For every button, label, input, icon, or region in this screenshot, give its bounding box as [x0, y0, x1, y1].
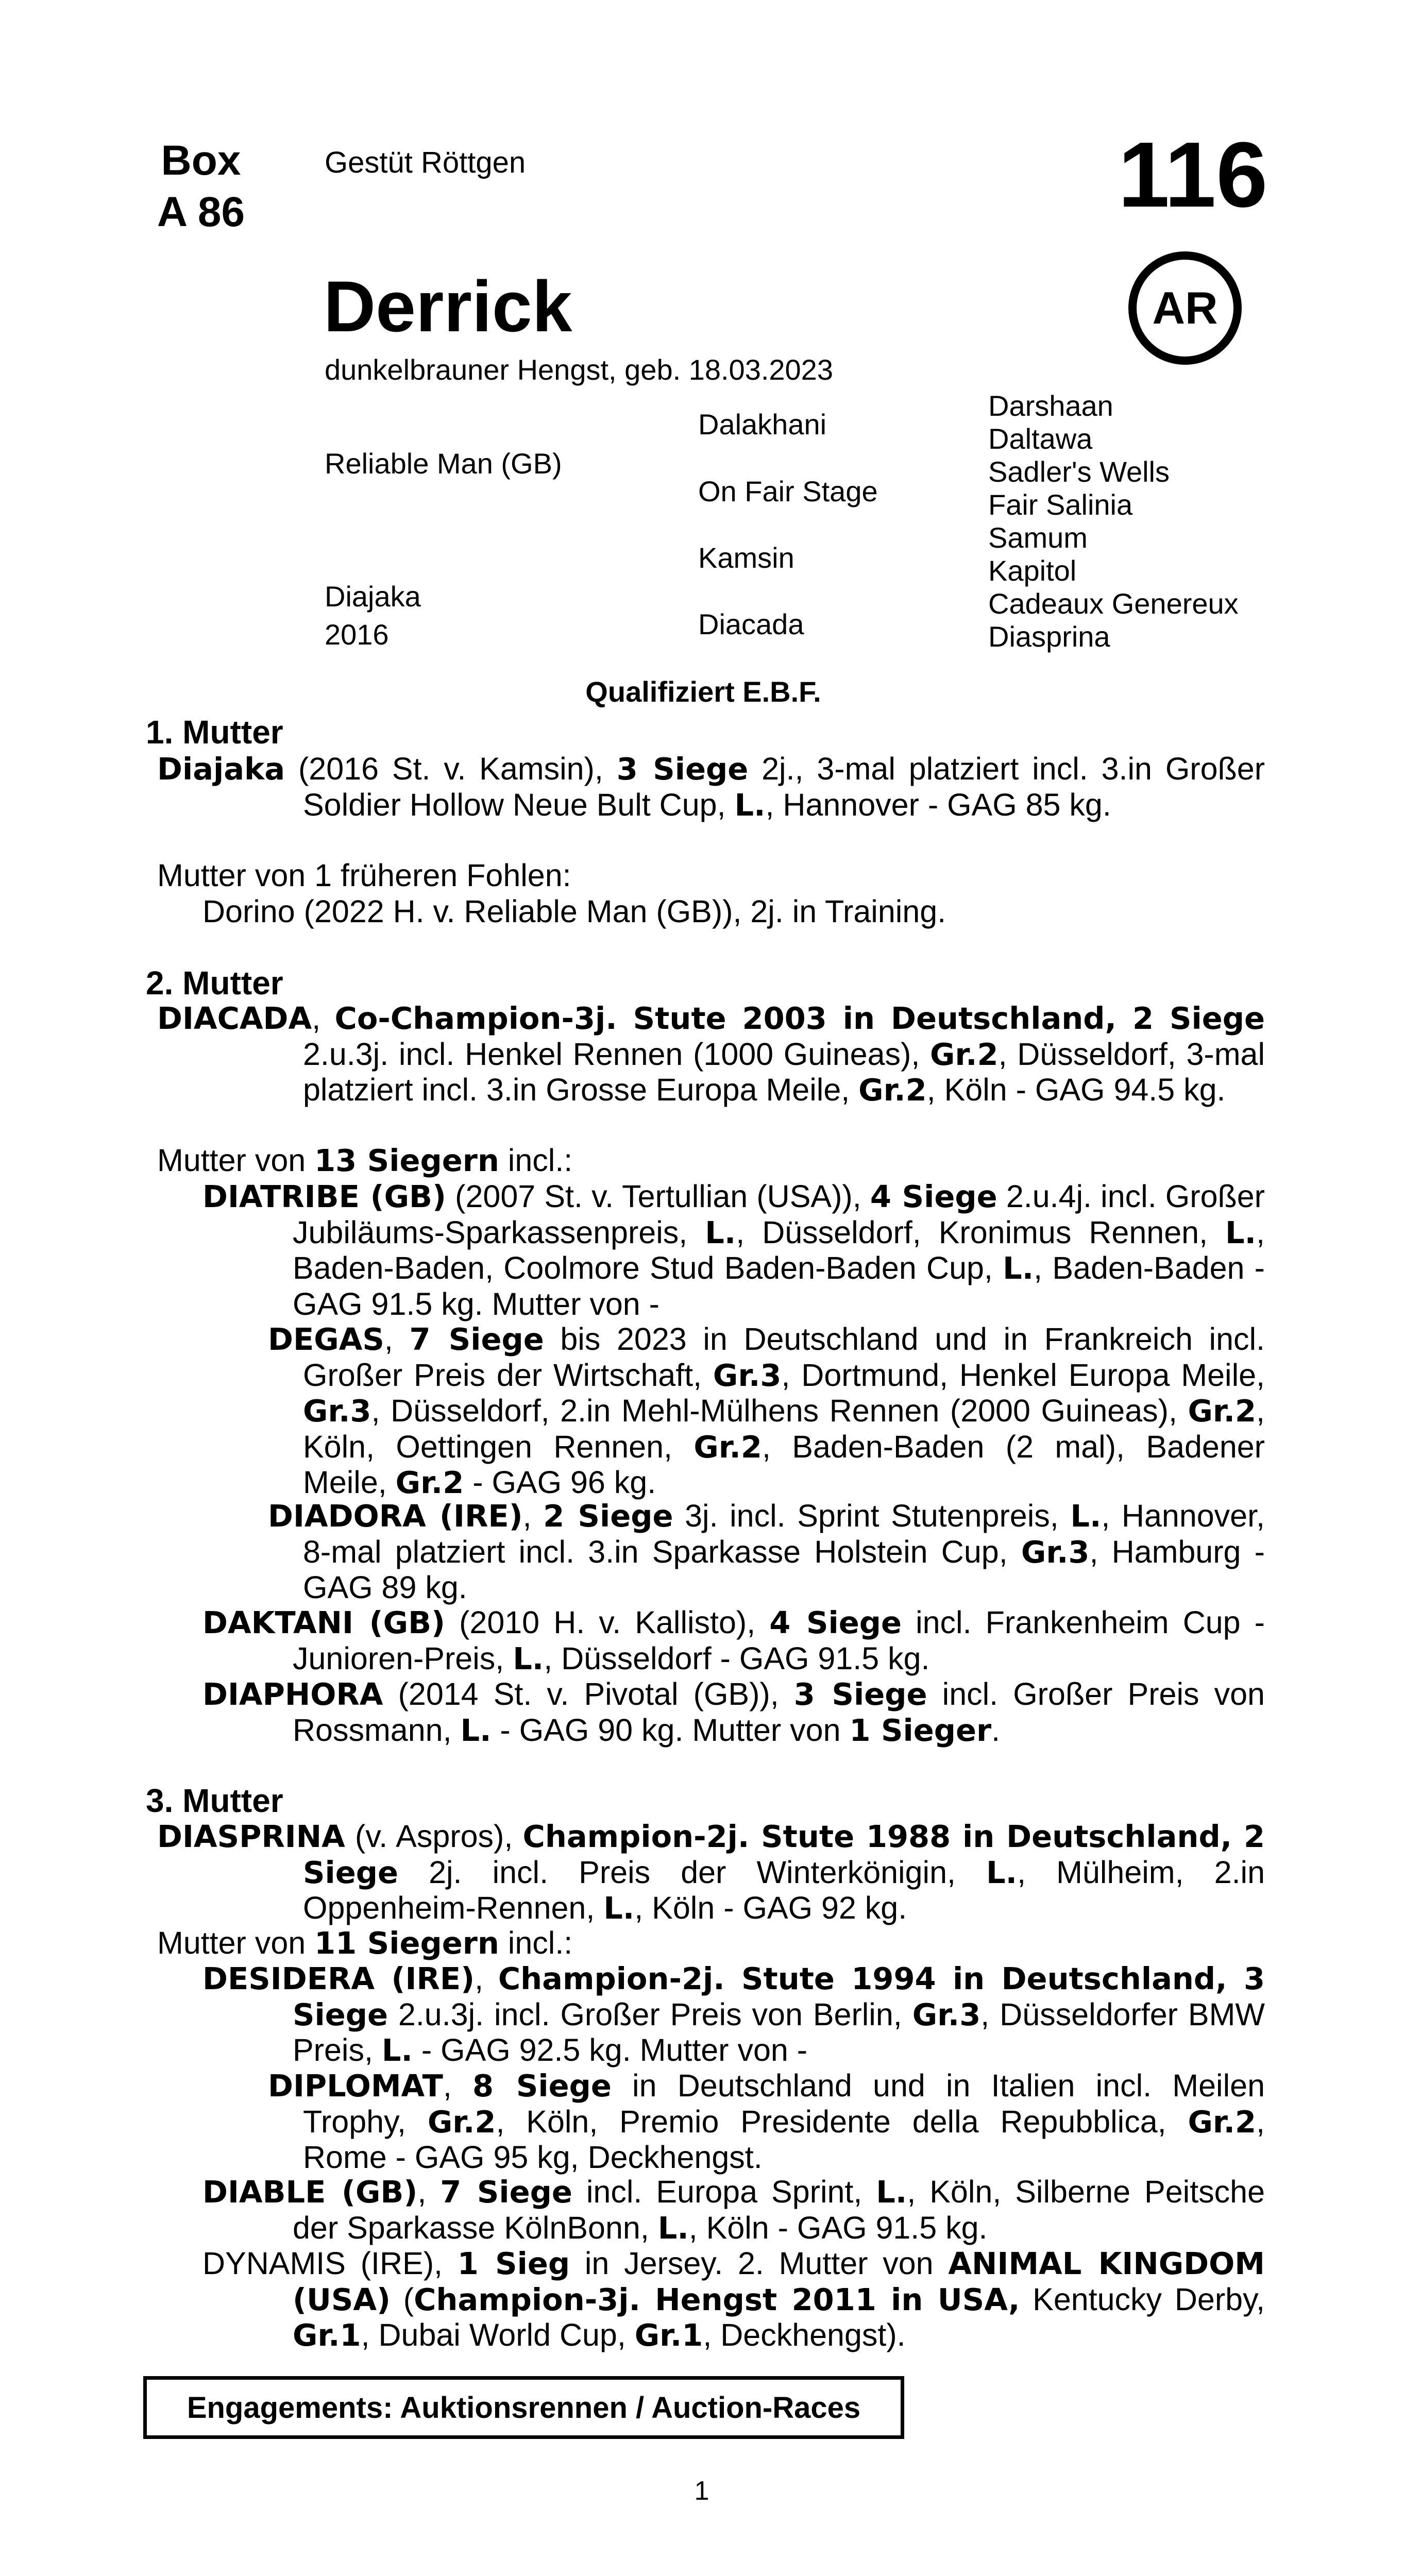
text: , Düsseldorf, 3-mal platziert incl. 3.in Grosse Europa Meile, — [303, 1036, 1265, 1107]
text: incl. Frankenheim Cup - Junioren-Preis, — [293, 1605, 1265, 1676]
wins: 3 Siege — [616, 751, 749, 787]
pedigree-dam: Diajaka — [325, 580, 421, 613]
horse-name: DYNAMIS (IRE), — [202, 2246, 458, 2281]
text: , Köln, Silberne Peitsche der Sparkasse KölnBonn, — [293, 2174, 1265, 2245]
grade: Gr.2 — [930, 1036, 999, 1072]
mutter1-foal: Dorino (2022 H. v. Reliable Man (GB)), 2j. in Training. — [202, 894, 946, 929]
grade: L. — [734, 787, 766, 823]
horse-name: DAKTANI (GB) — [202, 1605, 446, 1640]
grade: L. — [986, 1854, 1018, 1890]
grade: L. — [876, 2174, 907, 2210]
qualification: Qualifiziert E.B.F. — [585, 675, 821, 708]
section-heading-mutter1: 1. Mutter — [146, 714, 283, 751]
grade: Gr.3 — [912, 1996, 981, 2032]
wins: 1 Sieg — [457, 2246, 570, 2281]
grade: L. — [603, 1890, 635, 1926]
grade: L. — [513, 1640, 544, 1676]
text: , Dortmund, Henkel Europa Meile, — [781, 1357, 1265, 1393]
lot-number: 116 — [1118, 123, 1268, 227]
box-label — [139, 135, 263, 238]
wins: 7 Siege — [409, 1321, 544, 1357]
text: (2010 H. v. Kallisto), — [445, 1605, 770, 1640]
pedigree-gen2-item: Dalakhani — [698, 408, 827, 440]
grade: Gr.1 — [634, 2317, 703, 2353]
diplomat-entry — [268, 2068, 1265, 2176]
text: 2.u.4j. incl. Großer Jubiläums-Sparkassenpreis, — [293, 1179, 1265, 1250]
text: incl.: — [499, 1143, 573, 1178]
box-line2: A 86 — [157, 189, 245, 235]
title: Champion-2j. Stute 1988 in Deutschland, 2 Siege — [303, 1819, 1265, 1890]
grade: Gr.2 — [1188, 2104, 1257, 2140]
horse-name: DIATRIBE (GB) — [202, 1179, 446, 1214]
horse-name: DIPLOMAT — [268, 2068, 443, 2104]
text: , — [417, 2174, 441, 2209]
diatribe-entry — [202, 1179, 1265, 1322]
grade: Gr.3 — [303, 1393, 371, 1429]
degas-record — [268, 1321, 1265, 1501]
pedigree-gen2-item: Kamsin — [698, 541, 794, 574]
horse-name: Derrick — [324, 266, 572, 347]
grade: L. — [1070, 1498, 1102, 1534]
text: , Köln - GAG 91.5 kg. — [688, 2210, 988, 2245]
text: , — [443, 2068, 473, 2103]
mutter3-record — [157, 1819, 1265, 1926]
text: , Mülheim, 2.in Oppenheim-Rennen, — [303, 1854, 1265, 1925]
daktani-record — [202, 1605, 1265, 1676]
title: Champion-3j. Hengst 2011 in USA, — [414, 2281, 1020, 2317]
grade: L. — [1003, 1250, 1034, 1286]
text: (2007 St. v. Tertullian (USA)), — [446, 1179, 870, 1214]
wins: 3 Siege — [793, 1676, 927, 1712]
text: (2014 St. v. Pivotal (GB)), — [383, 1676, 794, 1711]
text: , Dubai World Cup, — [361, 2317, 635, 2352]
mutter2-entry — [157, 1001, 1265, 1108]
desidera-entry — [202, 1961, 1265, 2069]
text: 2j., 3-mal platziert incl. 3.in Großer Soldier Hollow Neue Bult Cup, — [303, 751, 1265, 822]
wins: 4 Siege — [870, 1179, 997, 1214]
count: 1 Sieger — [849, 1712, 992, 1748]
dynamis-entry — [202, 2246, 1265, 2353]
text: . — [991, 1712, 1001, 1748]
wins: 2 Siege — [543, 1498, 673, 1534]
mutter3-mother-of — [157, 1925, 572, 1961]
pedigree-gen3-item: Sadler's Wells — [988, 455, 1170, 488]
pedigree-gen3-list — [988, 389, 1239, 653]
text: bis 2023 in Deutschland und in Frankreich incl. Großer Preis der Wirtschaft, — [303, 1321, 1265, 1393]
horse-name: DIADORA (IRE) — [268, 1498, 523, 1534]
horse-name: DIAPHORA — [202, 1676, 383, 1712]
text: - GAG 90 kg. Mutter von — [491, 1712, 850, 1748]
pedigree-sire: Reliable Man (GB) — [325, 447, 562, 480]
text: (v. Aspros), — [345, 1819, 523, 1854]
pedigree-gen3-item: Diasprina — [988, 620, 1110, 653]
text: Kentucky Derby, — [1020, 2281, 1265, 2317]
text: - GAG 96 kg. — [464, 1465, 656, 1500]
diaphora-entry — [202, 1676, 1265, 1748]
text: , Düsseldorf - GAG 91.5 kg. — [544, 1640, 930, 1676]
box-line1: Box — [161, 137, 241, 184]
desidera-record — [202, 1961, 1265, 2069]
text: , Köln - GAG 94.5 kg. — [926, 1072, 1226, 1107]
diadora-record — [268, 1498, 1265, 1606]
mutter2-mother-of — [157, 1143, 572, 1179]
text: , Baden-Baden, Coolmore Stud Baden-Baden Cup, — [293, 1214, 1265, 1285]
dynamis-record — [202, 2246, 1265, 2353]
text: - GAG 92.5 kg. Mutter von - — [412, 2032, 808, 2067]
text: 2.u.3j. incl. Großer Preis von Berlin, — [387, 1996, 912, 2032]
diplomat-record — [268, 2068, 1265, 2176]
grade: Gr.2 — [395, 1465, 464, 1500]
wins: 4 Siege — [769, 1605, 902, 1640]
pedigree-gen3-item: Samum — [988, 521, 1088, 554]
grade: Gr.2 — [858, 1072, 927, 1108]
text: , Hannover, 8-mal platziert incl. 3.in Sparkasse Holstein Cup, — [303, 1498, 1265, 1569]
mutter1-record — [157, 751, 1265, 823]
text: ( — [391, 2281, 414, 2317]
text: in Deutschland und in Italien incl. Meilen Trophy, — [303, 2068, 1265, 2139]
text: , Baden-Baden - GAG 91.5 kg. Mutter von - — [293, 1250, 1265, 1321]
text: , Köln - GAG 92 kg. — [634, 1890, 907, 1925]
mutter3-entry — [157, 1819, 1265, 1926]
ar-badge: AR — [1128, 251, 1242, 365]
text: , Hamburg - GAG 89 kg. — [303, 1534, 1265, 1605]
text: , Baden-Baden (2 mal), Badener Meile, — [303, 1429, 1265, 1500]
text: (2016 St. v. Kamsin), — [285, 751, 617, 786]
pedigree-gen3-item: Fair Salinia — [988, 488, 1133, 521]
grade: Gr.3 — [1021, 1534, 1090, 1570]
engagements-box: Engagements: Auktionsrennen / Auction-Races — [143, 2376, 904, 2439]
horse-name: ANIMAL KINGDOM (USA) — [293, 2246, 1265, 2317]
horse-name: DEGAS — [268, 1321, 384, 1357]
text: 3j. incl. Sprint Stutenpreis, — [673, 1498, 1071, 1533]
horse-name: DIABLE (GB) — [202, 2174, 418, 2210]
text: , — [384, 1321, 410, 1357]
text: , Deckhengst). — [703, 2317, 906, 2352]
wins: 7 Siege — [440, 2174, 572, 2210]
breeder: Gestüt Röttgen — [325, 146, 526, 179]
mare-name: Diajaka — [157, 751, 285, 787]
grade: L. — [381, 2032, 413, 2068]
mare-name: DIASPRINA — [157, 1819, 345, 1854]
pedigree-gen3-item: Darshaan — [988, 389, 1113, 422]
text: , Rome - GAG 95 kg, Deckhengst. — [303, 2104, 1265, 2175]
text: , Köln, Oettingen Rennen, — [303, 1393, 1265, 1464]
page-number: 1 — [694, 2476, 709, 2506]
diatribe-record — [202, 1179, 1265, 1322]
grade: L. — [705, 1214, 736, 1250]
pedigree-dam-year: 2016 — [325, 618, 389, 651]
grade: Gr.1 — [293, 2317, 361, 2353]
text: incl. Großer Preis von Rossmann, — [293, 1676, 1265, 1748]
count: 11 Siegern — [314, 1925, 499, 1961]
title: Co-Champion-3j. Stute 2003 in Deutschland, 2 Siege — [334, 1001, 1265, 1036]
text: , Düsseldorf, 2.in Mehl-Mülhens Rennen (2000 Guineas), — [371, 1393, 1188, 1428]
text: , — [312, 1001, 335, 1036]
pedigree-gen3-item: Kapitol — [988, 554, 1077, 587]
grade: Gr.3 — [713, 1357, 782, 1393]
count: 13 Siegern — [314, 1143, 499, 1178]
diaphora-record — [202, 1676, 1265, 1748]
diable-record — [202, 2174, 1265, 2246]
text: , — [475, 1961, 498, 1996]
text: 2.u.3j. incl. Henkel Rennen (1000 Guineas), — [303, 1036, 930, 1072]
degas-entry — [268, 1321, 1265, 1501]
grade: Gr.2 — [693, 1429, 762, 1465]
text: 2j. incl. Preis der Winterkönigin, — [398, 1854, 987, 1890]
pedigree-gen2-item: Diacada — [698, 608, 804, 640]
mare-name: DIACADA — [157, 1001, 312, 1036]
text: , Köln, Premio Presidente della Repubblica, — [496, 2104, 1188, 2139]
text: , Düsseldorf, Kronimus Rennen, — [736, 1214, 1226, 1250]
mutter1-entry — [157, 751, 1265, 823]
horse-description: dunkelbrauner Hengst, geb. 18.03.2023 — [325, 353, 833, 386]
text: , — [522, 1498, 544, 1533]
wins: 8 Siege — [472, 2068, 612, 2104]
section-heading-mutter2: 2. Mutter — [146, 964, 283, 1002]
diable-entry — [202, 2174, 1265, 2246]
pedigree-gen3-item: Daltawa — [988, 422, 1093, 455]
daktani-entry — [202, 1605, 1265, 1676]
text: Mutter von — [157, 1143, 315, 1178]
section-heading-mutter3: 3. Mutter — [146, 1782, 283, 1819]
grade: L. — [657, 2210, 689, 2246]
text: , Hannover - GAG 85 kg. — [765, 787, 1111, 822]
pedigree-gen3-item: Cadeaux Genereux — [988, 587, 1239, 620]
horse-name: DESIDERA (IRE) — [202, 1961, 475, 1996]
grade: Gr.2 — [427, 2104, 496, 2140]
text: Mutter von — [157, 1925, 315, 1960]
title: Champion-2j. Stute 1994 in Deutschland, 3 Siege — [293, 1961, 1265, 2032]
diadora-entry — [268, 1498, 1265, 1606]
mutter1-mother-of: Mutter von 1 früheren Fohlen: — [157, 858, 571, 893]
mutter2-record — [157, 1001, 1265, 1108]
grade: L. — [460, 1712, 492, 1748]
text: , Düsseldorfer BMW Preis, — [293, 1996, 1265, 2067]
text: in Jersey. 2. Mutter von — [570, 2246, 949, 2281]
grade: Gr.2 — [1188, 1393, 1257, 1429]
grade: L. — [1225, 1214, 1257, 1250]
text: incl. Europa Sprint, — [572, 2174, 876, 2209]
text: incl.: — [499, 1925, 573, 1960]
pedigree-gen2-item: On Fair Stage — [698, 475, 878, 507]
